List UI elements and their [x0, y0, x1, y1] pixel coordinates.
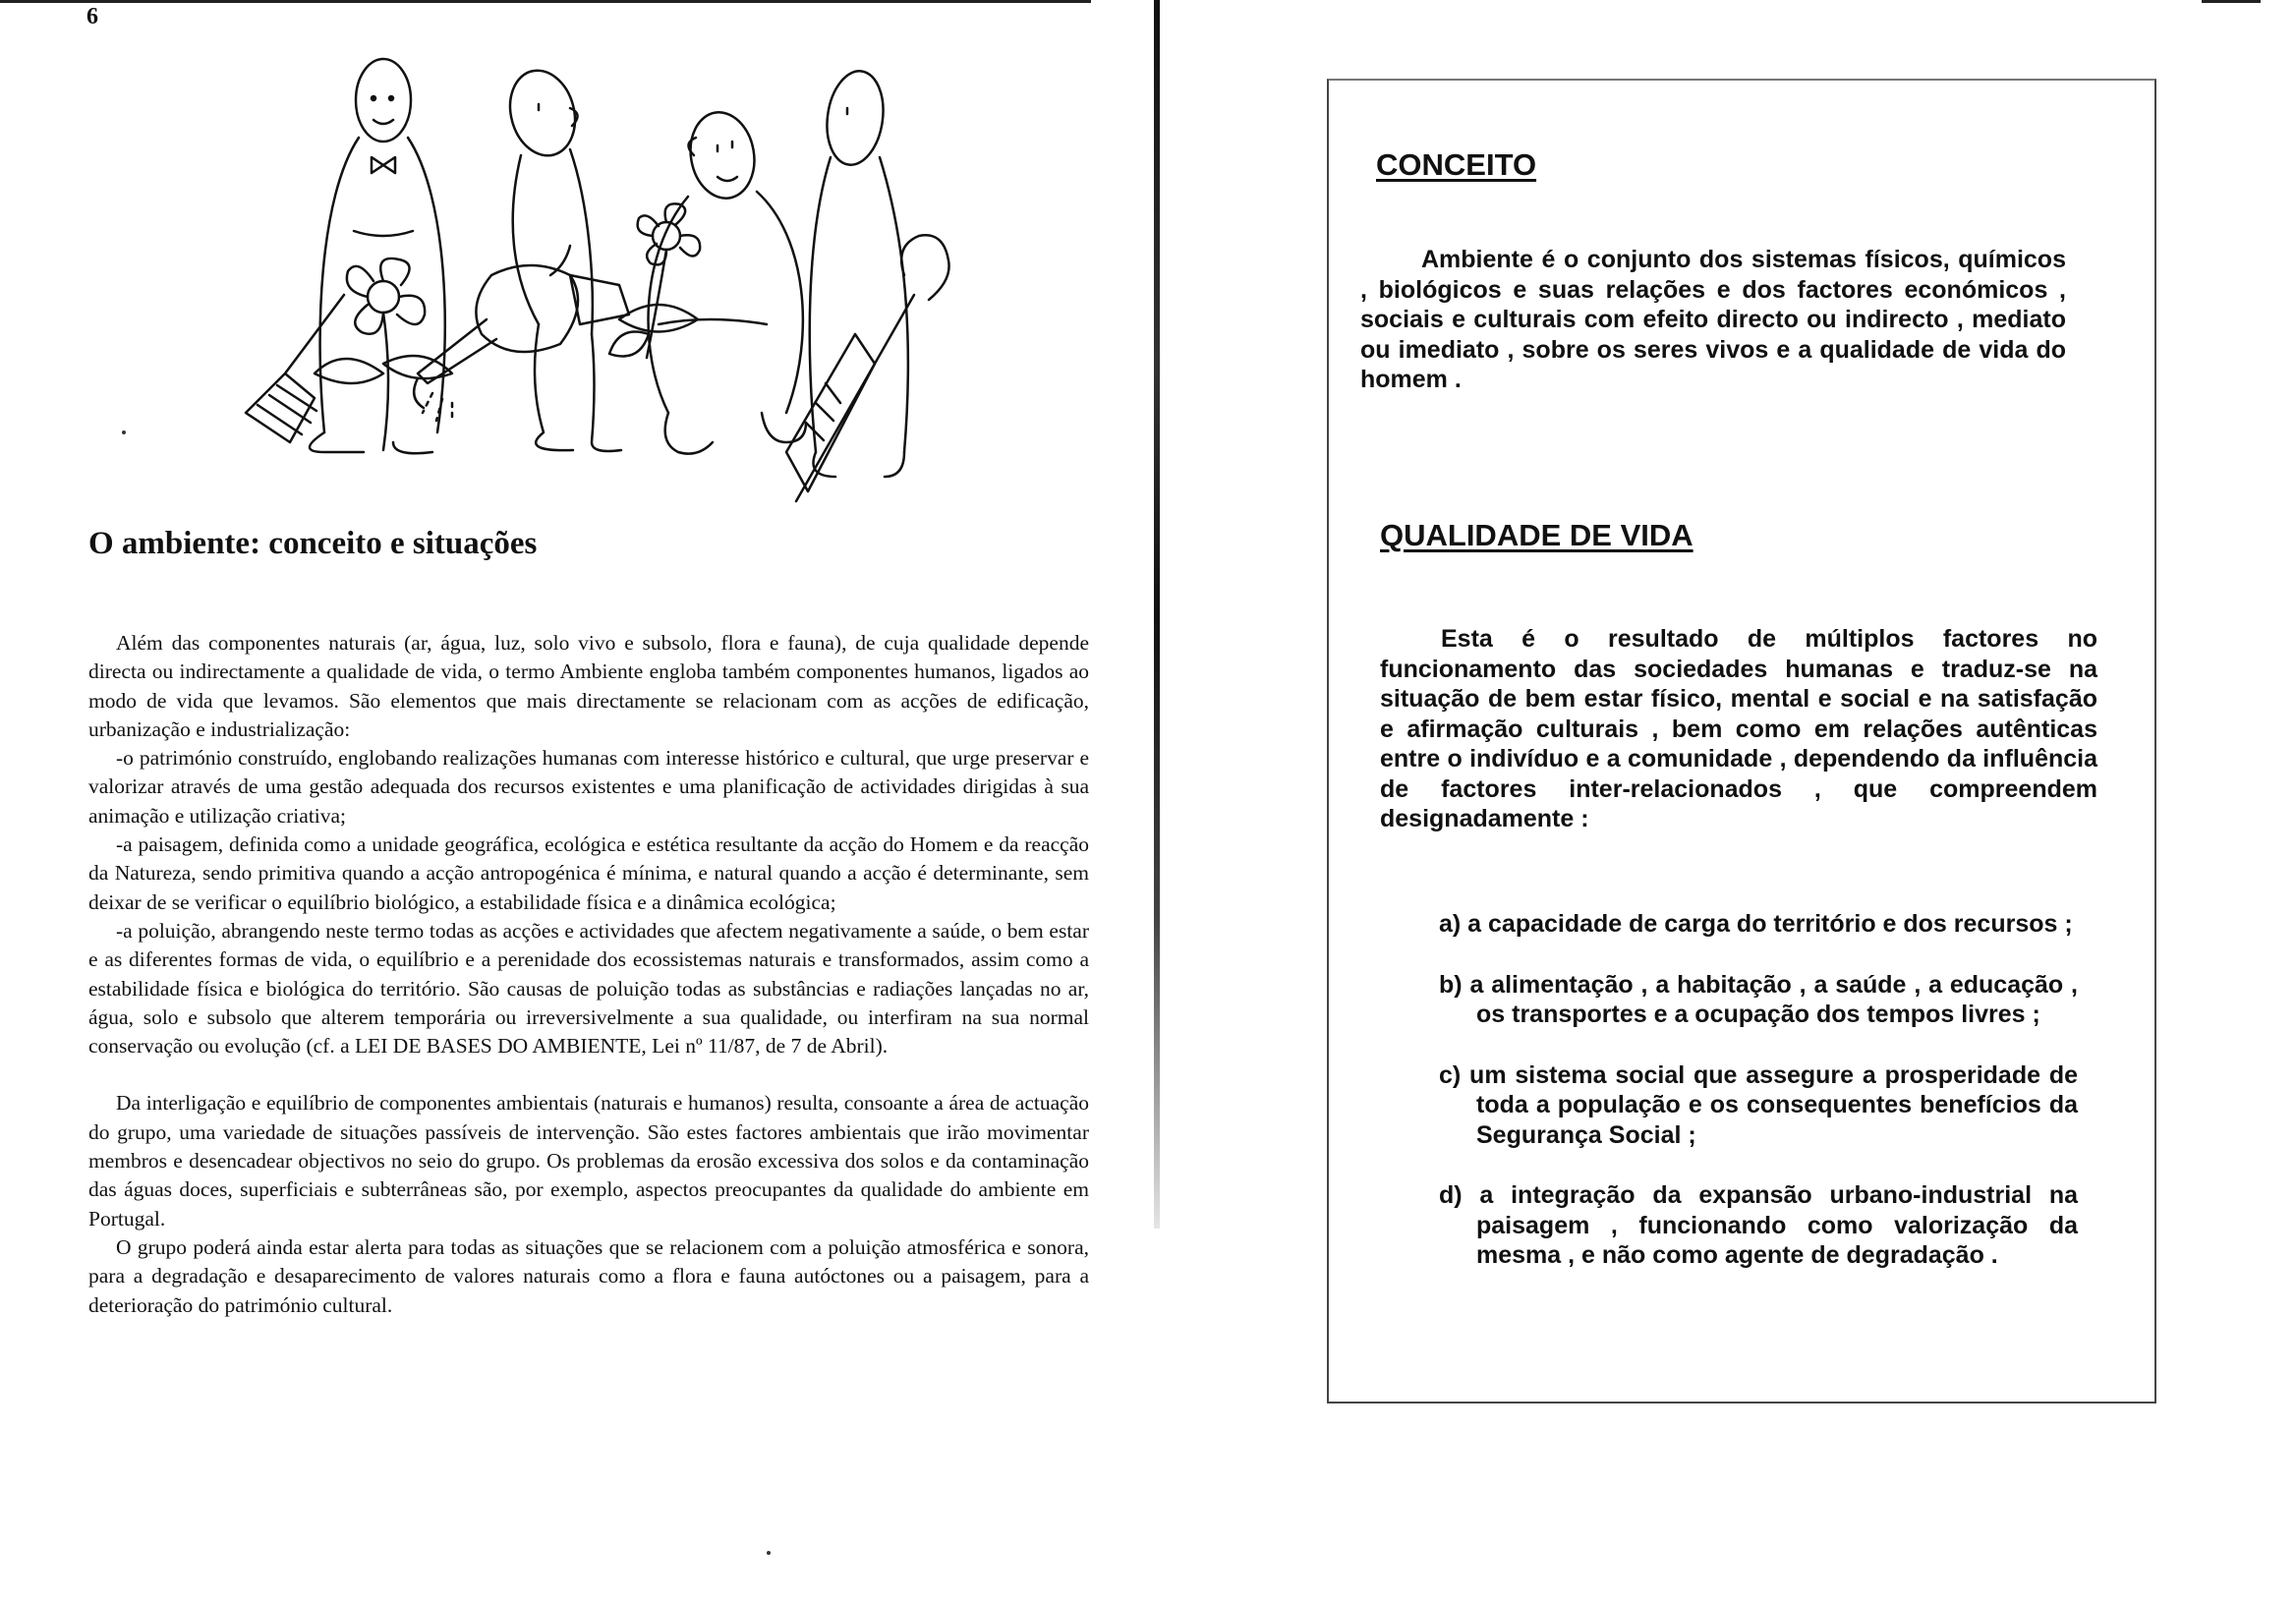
list-item: a) a capacidade de carga do território e dos recursos ;: [1439, 910, 2073, 938]
definitions-box: [1327, 79, 2156, 1404]
body-paragraph: -a paisagem, definida como a unidade geográfica, ecológica e estética resultante da acção do Homem e da reacção da Natureza, sendo primitiva quando a acção antropogénica é mínima, e natural quando a acção é determinante, sem deixar de se verificar o equilíbrio biológico, a estabilidade física e a dinâmica ecológica;: [88, 832, 1089, 914]
figure-with-umbrella: [786, 68, 949, 501]
body-paragraph: O grupo poderá ainda estar alerta para todas as situações que se relacionem com a poluição atmosférica e sonora, para a degradação e desaparecimento de valores naturais como a flora e fauna autóctones ou a paisagem, para a deterioração do património cultural.: [88, 1234, 1089, 1317]
conceito-title: CONCEITO: [1376, 147, 1537, 182]
article-heading: O ambiente: conceito e situações: [88, 526, 538, 561]
people-gardening-illustration: [226, 39, 973, 511]
qualidade-factors-list: [1439, 909, 2078, 1301]
qualidade-title: QUALIDADE DE VIDA: [1380, 518, 1693, 552]
body-paragraph: -o património construído, englobando realizações humanas com interesse histórico e cultural, que urge preservar e valorizar através de uma gestão adequada dos recursos existentes e uma planificação de actividades dirigidas à sua animação e utilização criativa;: [88, 746, 1089, 828]
speck: [767, 1551, 771, 1555]
article-body: [88, 629, 1089, 1320]
figure-with-watering-can: [414, 63, 629, 451]
top-rule-right: [2202, 0, 2261, 3]
figure-holding-flowers: [619, 107, 806, 454]
body-paragraph: Além das componentes naturais (ar, água, luz, solo vivo e subsolo, flora e fauna), de cuja qualidade depende directa ou indirectamente a qualidade de vida, o termo Ambiente engloba também componentes humanos, ligados ao modo de vida que levamos. São elementos que mais directamente se relacionam com as acções de edificação, urbanização e industrialização:: [88, 631, 1089, 741]
binding-edge: [1154, 0, 1160, 1229]
speck: [122, 430, 126, 434]
page-number: 6: [86, 4, 98, 29]
flower-middle: [609, 203, 700, 358]
conceito-text: Ambiente é o conjunto dos sistemas físicos, químicos , biológicos e suas relações e dos factores económicos , sociais e culturais com efeito directo ou indirecto , mediato ou imediato , sobre os seres vivos e a qualidade de vida do homem .: [1360, 246, 2066, 393]
body-paragraph: Da interligação e equilíbrio de componentes ambientais (naturais e humanos) resulta, consoante a área de actuação do grupo, uma variedade de situações passíveis de intervenção. São estes factores ambientais que irão movimentar membros e desencadear objectivos no seio do grupo. Os problemas da erosão excessiva dos solos e da contaminação das águas doces, superficiais e subterrâneas são, por exemplo, aspectos preocupantes da qualidade do ambiente em Portugal.: [88, 1091, 1089, 1231]
list-item: d) a integração da expansão urbano-industrial na paisagem , funcionando como valorização da mesma , e não como agente de degradação .: [1439, 1181, 2078, 1269]
list-item: c) um sistema social que assegure a prosperidade de toda a população e os consequentes benefícios da Segurança Social ;: [1439, 1060, 2078, 1149]
list-item: b) a alimentação , a habitação , a saúde , a educação , os transportes e a ocupação dos tempos livres ;: [1439, 970, 2078, 1028]
top-rule-left: [0, 0, 1091, 3]
flower-left: [315, 258, 452, 450]
qualidade-text: Esta é o resultado de múltiplos factores no funcionamento das sociedades humanas e traduz-se na situação de bem estar físico, mental e social e na satisfação e afirmação culturais , bem como em relações autênticas entre o indivíduo e a comunidade , dependendo da influência de factores inter-relacionados , que compreendem designadamente :: [1380, 625, 2097, 832]
body-paragraph: -a poluição, abrangendo neste termo todas as acções e actividades que afectem negativamente a saúde, o bem estar e as diferentes formas de vida, o equilíbrio e a perenidade dos ecossistemas naturais e transformados, assim como a estabilidade física e biológica do território. São causas de poluição todas as substâncias e radiações lançadas no ar, água, solo e subsolo que alterem temporária ou irreversivelmente a sua qualidade, ou interfiram na sua normal conservação ou evolução (cf. a LEI DE BASES DO AMBIENTE, Lei nº 11/87, de 7 de Abril).: [88, 918, 1089, 1059]
